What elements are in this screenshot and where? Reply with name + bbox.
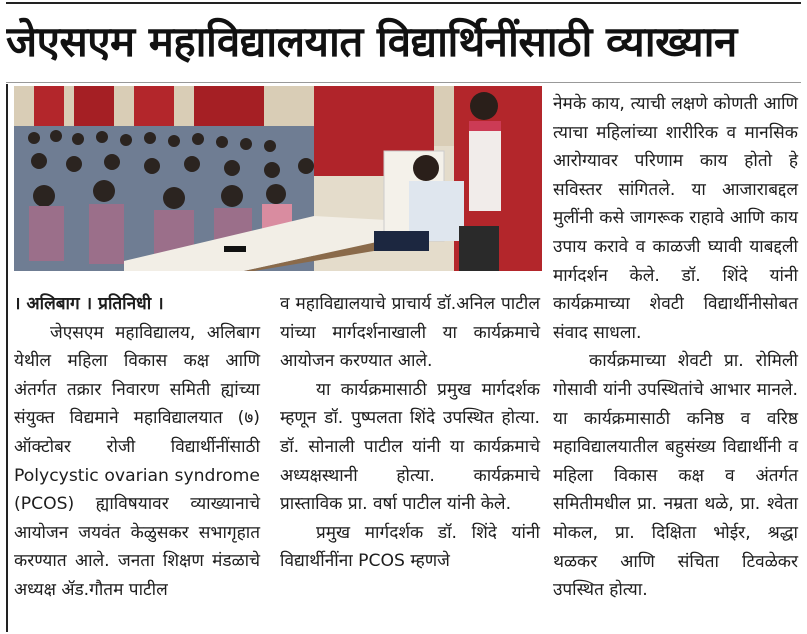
article-paragraph: कार्यक्रमाच्या शेवटी प्रा. रोमिली गोसावी यांनी उपस्थितांचे आभार मानले. या कार्यक्रमासाठी कनिष्ठ व वरिष्ठ महाविद्यालयातील बहुसंख्य विद्यार्थीनी व महिला विकास कक्ष व अंतर्गत समितीमधील प्रा. नम्रता थळे, प्रा. श्वेता मोकल, प्रा. दिक्षिता भोईर, श्रद्धा थळकर आणि संचिता टिवळेकर उपस्थित होत्या. — [553, 351, 798, 601]
article-paragraph: प्रमुख मार्गदर्शक डॉ. शिंदे यांनी विद्यार्थीनींना PCOS म्हणजे — [280, 522, 540, 572]
article-paragraph: व महाविद्यालयाचे प्राचार्य डॉ.अनिल पाटील यांच्या मार्गदर्शनाखाली या कार्यक्रमाचे आयोजन करण्यात आले. — [280, 294, 540, 372]
article-paragraph: या कार्यक्रमासाठी प्रमुख मार्गदर्शक म्हणून डॉ. पुष्पलता शिंदे उपस्थित होत्या. डॉ. सोनाली पाटील यांनी या कार्यक्रमाचे अध्यक्षस्थानी होत्या. कार्यक्रमाचे प्रास्ताविक प्रा. वर्षा पाटील यांनी केले. — [280, 379, 540, 515]
top-rule — [6, 2, 801, 4]
article-column-2 — [280, 290, 540, 576]
article-column-3 — [553, 90, 798, 605]
headline: जेएसएम महाविद्यालयात विद्यार्थिनींसाठी व्याख्यान — [6, 17, 737, 66]
event-photo — [14, 86, 542, 271]
article-paragraph: नेमके काय, त्याची लक्षणे कोणती आणि त्याचा महिलांच्या शारीरिक व मानसिक आरोग्यावर परिणाम काय होतो हे सविस्तर सांगितले. या आजाराबद्दल मुलींनी कसे जागरूक राहावे आणि काय उपाय करावे व काळजी घ्यावी याबद्दली मार्गदर्शन केले. डॉ. शिंदे यांनी कार्यक्रमाच्या शेवटी विद्यार्थीनीसोबत संवाद साधला. — [553, 94, 798, 343]
left-rule — [6, 84, 8, 632]
dateline: । अलिबाग । प्रतिनिधी । — [14, 294, 164, 314]
article-paragraph: जेएसएम महाविद्यालय, अलिबाग येथील महिला विकास कक्ष आणि अंतर्गत तक्रार निवारण समिती ह्यांच्या संयुक्त विद्यमाने महाविद्यालयात (७) ऑक्टोबर रोजी विद्यार्थीनींसाठी Polycystic ovarian syndrome (PCOS) ह्याविषयावर व्याख्यानाचे आयोजन जयवंत केळुसकर सभागृहात करण्यात आले. जनता शिक्षण मंडळाचे अध्यक्ष ॲड.गौतम पाटील — [14, 322, 260, 600]
headline-rule — [6, 82, 801, 83]
event-photo-illustration — [14, 86, 542, 271]
article-column-1 — [14, 290, 260, 605]
